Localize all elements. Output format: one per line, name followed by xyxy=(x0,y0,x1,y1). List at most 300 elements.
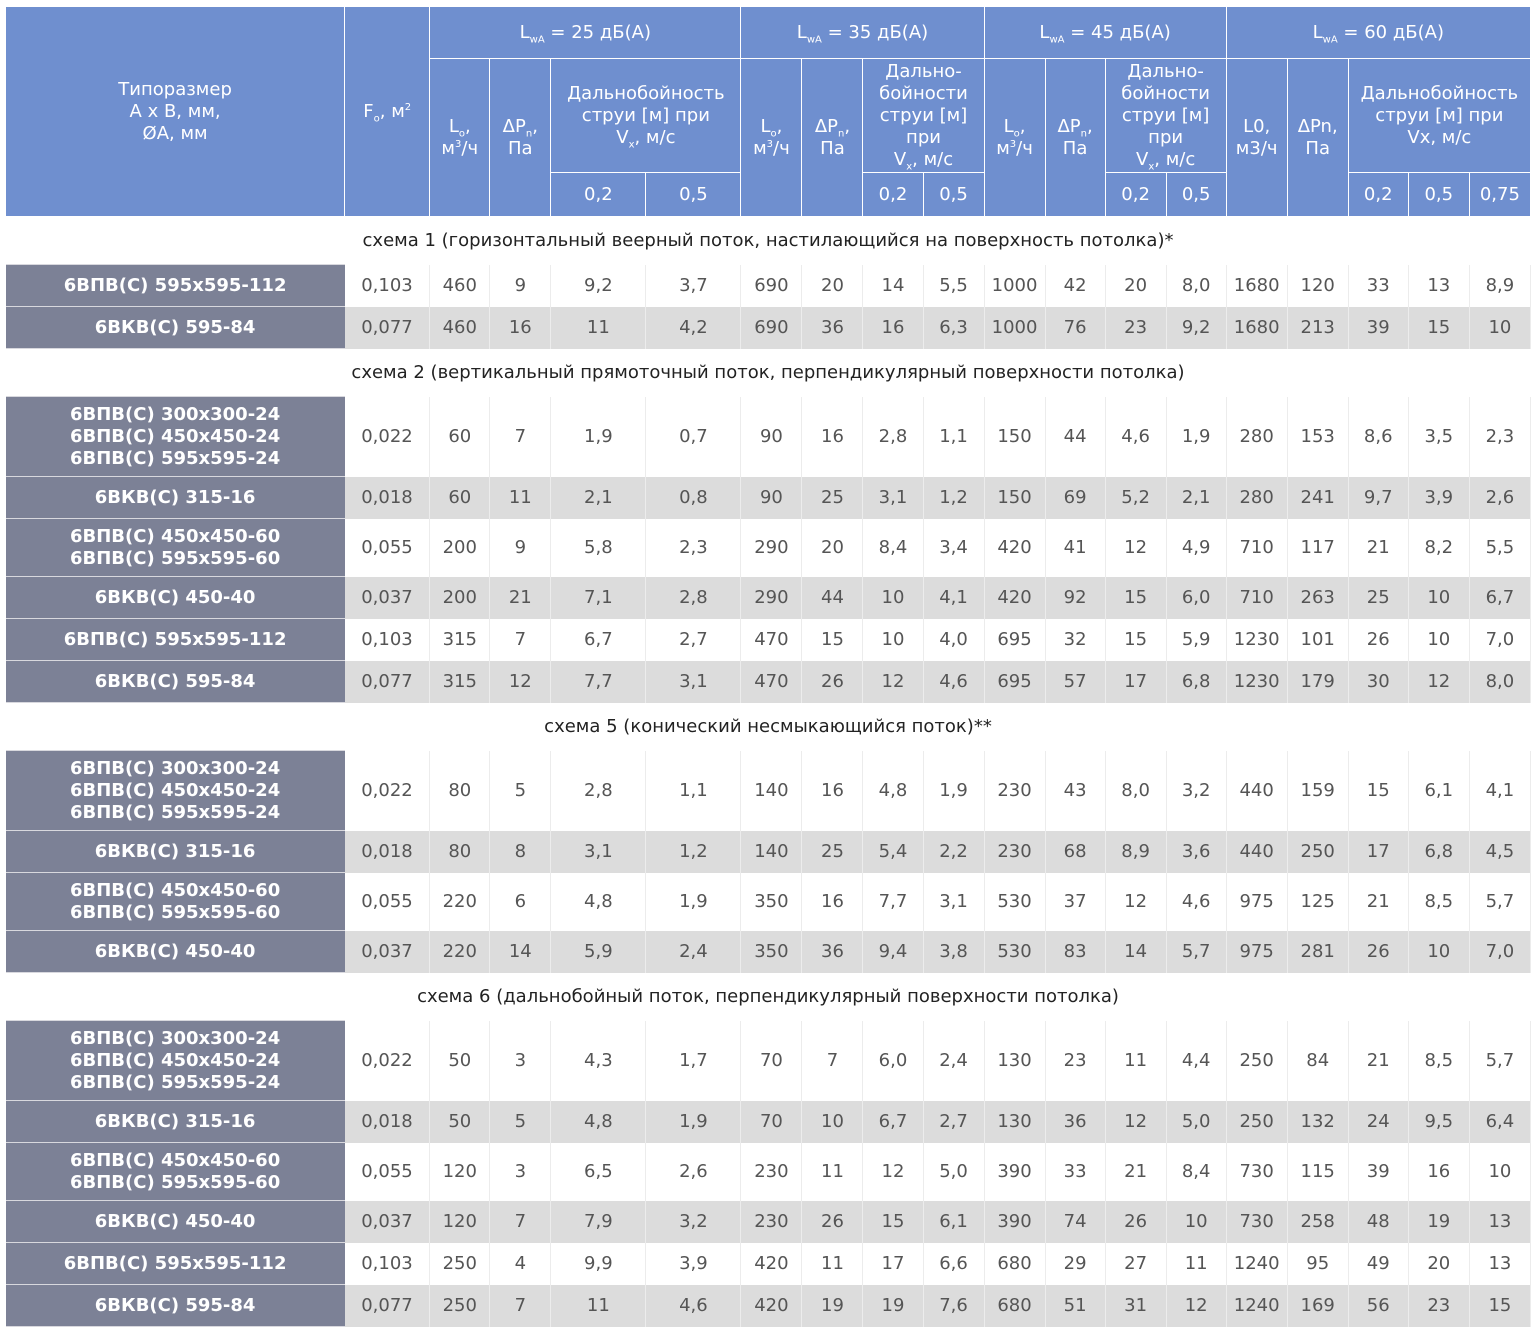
table-cell: 5,5 xyxy=(923,265,984,307)
table-cell: 36 xyxy=(802,307,863,349)
table-cell: 41 xyxy=(1045,519,1105,577)
table-cell: 4,4 xyxy=(1166,1021,1226,1101)
table-cell: 101 xyxy=(1287,619,1348,661)
table-cell: 8,6 xyxy=(1348,397,1408,477)
table-cell: 290 xyxy=(741,577,802,619)
table-cell: 0,055 xyxy=(345,873,430,931)
table-cell: 17 xyxy=(863,1243,923,1285)
table-cell: 6,0 xyxy=(863,1021,923,1101)
table-cell: 80 xyxy=(430,831,490,873)
model-name: 6ВПВ(С) 450x450-60 6ВПВ(С) 595x595-60 xyxy=(6,873,345,931)
table-cell: 19 xyxy=(1408,1201,1469,1243)
table-cell: 169 xyxy=(1287,1285,1348,1327)
table-cell: 70 xyxy=(741,1101,802,1143)
l0-header: $L_o$, $м^3/ч$ xyxy=(430,59,490,217)
table-cell: 14 xyxy=(1105,931,1166,973)
table-cell: 280 xyxy=(1226,397,1287,477)
model-name: 6ВКВ(С) 450-40 xyxy=(6,1201,345,1243)
table-cell: 2,6 xyxy=(1469,477,1530,519)
table-cell: 0,8 xyxy=(646,477,741,519)
table-cell: 140 xyxy=(741,831,802,873)
table-cell: 150 xyxy=(984,477,1045,519)
table-cell: 8,2 xyxy=(1408,519,1469,577)
dpn-header: ΔPn, Па xyxy=(1287,59,1348,217)
table-cell: 7,7 xyxy=(863,873,923,931)
table-cell: 281 xyxy=(1287,931,1348,973)
table-cell: 8,4 xyxy=(1166,1143,1226,1201)
table-cell: 0,022 xyxy=(345,751,430,831)
range-header: Дальнобойность струи [м] при Vx, м/с xyxy=(1348,59,1530,173)
table-cell: 7,6 xyxy=(923,1285,984,1327)
table-cell: 1,9 xyxy=(646,873,741,931)
l0-header: L0, м3/ч xyxy=(1226,59,1287,217)
table-cell: 179 xyxy=(1287,661,1348,703)
table-cell: 470 xyxy=(741,619,802,661)
table-cell: 13 xyxy=(1469,1201,1530,1243)
table-cell: 5,7 xyxy=(1469,1021,1530,1101)
table-cell: 21 xyxy=(1348,873,1408,931)
table-cell: 0,7 xyxy=(646,397,741,477)
table-cell: 6,7 xyxy=(1469,577,1530,619)
table-cell: 3,1 xyxy=(646,661,741,703)
table-cell: 420 xyxy=(984,519,1045,577)
table-cell: 4,1 xyxy=(923,577,984,619)
table-cell: 159 xyxy=(1287,751,1348,831)
table-cell: 8,9 xyxy=(1105,831,1166,873)
table-cell: 57 xyxy=(1045,661,1105,703)
table-cell: 12 xyxy=(1408,661,1469,703)
table-cell: 230 xyxy=(741,1201,802,1243)
table-cell: 250 xyxy=(430,1285,490,1327)
table-row xyxy=(6,873,1531,931)
table-cell: 2,1 xyxy=(1166,477,1226,519)
model-name: 6ВКВ(С) 315-16 xyxy=(6,831,345,873)
model-name: 6ВПВ(С) 300x300-24 6ВПВ(С) 450x450-24 6ВПВ(С) 595x595-24 xyxy=(6,1021,345,1101)
range-header: Дальнобойность струи [м] при $V_x$, м/с xyxy=(551,59,741,173)
table-cell: 8,0 xyxy=(1105,751,1166,831)
table-cell: 74 xyxy=(1045,1201,1105,1243)
table-cell: 12 xyxy=(863,1143,923,1201)
table-cell: 26 xyxy=(1348,619,1408,661)
table-cell: 33 xyxy=(1348,265,1408,307)
table-cell: 21 xyxy=(1105,1143,1166,1201)
table-cell: 11 xyxy=(802,1143,863,1201)
table-cell: 230 xyxy=(984,751,1045,831)
table-cell: 0,037 xyxy=(345,931,430,973)
table-cell: 390 xyxy=(984,1201,1045,1243)
table-cell: 12 xyxy=(863,661,923,703)
table-cell: 4,9 xyxy=(1166,519,1226,577)
table-cell: 13 xyxy=(1469,1243,1530,1285)
table-cell: 0,055 xyxy=(345,519,430,577)
table-cell: 258 xyxy=(1287,1201,1348,1243)
table-cell: 1,1 xyxy=(646,751,741,831)
table-cell: 440 xyxy=(1226,831,1287,873)
table-cell: 37 xyxy=(1045,873,1105,931)
table-cell: 16 xyxy=(490,307,551,349)
table-cell: 12 xyxy=(490,661,551,703)
table-cell: 12 xyxy=(1105,1101,1166,1143)
table-cell: 17 xyxy=(1105,661,1166,703)
table-cell: 710 xyxy=(1226,577,1287,619)
table-row xyxy=(6,1101,1531,1143)
section-title: схема 5 (конический несмыкающийся поток)** xyxy=(6,703,1531,751)
table-cell: 12 xyxy=(1105,519,1166,577)
table-cell: 20 xyxy=(1408,1243,1469,1285)
speed-header: 0,2 xyxy=(863,173,923,217)
table-cell: 730 xyxy=(1226,1143,1287,1201)
table-cell: 0,018 xyxy=(345,1101,430,1143)
model-name: 6ВПВ(С) 300x300-24 6ВПВ(С) 450x450-24 6ВПВ(С) 595x595-24 xyxy=(6,751,345,831)
table-cell: 6,7 xyxy=(863,1101,923,1143)
model-name: 6ВКВ(С) 450-40 xyxy=(6,931,345,973)
table-cell: 3,7 xyxy=(646,265,741,307)
section-title: схема 6 (дальнобойный поток, перпендикулярный поверхности потолка) xyxy=(6,973,1531,1021)
table-cell: 90 xyxy=(741,477,802,519)
table-cell: 10 xyxy=(863,577,923,619)
table-cell: 220 xyxy=(430,931,490,973)
table-cell: 3,2 xyxy=(1166,751,1226,831)
table-cell: 5,2 xyxy=(1105,477,1166,519)
table-cell: 132 xyxy=(1287,1101,1348,1143)
table-cell: 315 xyxy=(430,661,490,703)
table-cell: 1,9 xyxy=(1166,397,1226,477)
table-cell: 31 xyxy=(1105,1285,1166,1327)
group-header-35: $L_{wA} = 35$ дБ(А) xyxy=(741,7,984,59)
table-cell: 9,2 xyxy=(551,265,646,307)
table-row xyxy=(6,519,1531,577)
table-cell: 420 xyxy=(741,1285,802,1327)
model-name: 6ВКВ(С) 315-16 xyxy=(6,1101,345,1143)
table-cell: 6,8 xyxy=(1166,661,1226,703)
table-cell: 4 xyxy=(490,1243,551,1285)
performance-table xyxy=(5,6,1531,1327)
table-cell: 9,2 xyxy=(1166,307,1226,349)
table-cell: 530 xyxy=(984,873,1045,931)
table-cell: 23 xyxy=(1045,1021,1105,1101)
table-cell: 2,4 xyxy=(646,931,741,973)
table-cell: 11 xyxy=(551,1285,646,1327)
table-cell: 80 xyxy=(430,751,490,831)
table-cell: 3 xyxy=(490,1143,551,1201)
table-cell: 21 xyxy=(490,577,551,619)
table-cell: 120 xyxy=(430,1143,490,1201)
table-cell: 130 xyxy=(984,1021,1045,1101)
table-cell: 17 xyxy=(1348,831,1408,873)
table-cell: 6,6 xyxy=(923,1243,984,1285)
table-cell: 7,7 xyxy=(551,661,646,703)
table-cell: 5,7 xyxy=(1469,873,1530,931)
table-cell: 530 xyxy=(984,931,1045,973)
table-cell: 9 xyxy=(490,265,551,307)
model-name: 6ВКВ(С) 595-84 xyxy=(6,661,345,703)
table-cell: 470 xyxy=(741,661,802,703)
group-header-25: $L_{wA} = 25$ дБ(А) xyxy=(430,7,741,59)
table-cell: 120 xyxy=(1287,265,1348,307)
table-cell: 7 xyxy=(802,1021,863,1101)
table-cell: 8,9 xyxy=(1469,265,1530,307)
table-cell: 7,9 xyxy=(551,1201,646,1243)
table-cell: 3,6 xyxy=(1166,831,1226,873)
speed-header: 0,75 xyxy=(1469,173,1530,217)
table-cell: 9,9 xyxy=(551,1243,646,1285)
table-cell: 44 xyxy=(802,577,863,619)
model-name: 6ВКВ(С) 595-84 xyxy=(6,307,345,349)
table-cell: 263 xyxy=(1287,577,1348,619)
table-cell: 50 xyxy=(430,1101,490,1143)
table-cell: 14 xyxy=(490,931,551,973)
table-cell: 11 xyxy=(490,477,551,519)
table-cell: 7 xyxy=(490,619,551,661)
table-cell: 26 xyxy=(802,661,863,703)
table-cell: 1,9 xyxy=(923,751,984,831)
table-cell: 16 xyxy=(1408,1143,1469,1201)
table-cell: 4,2 xyxy=(646,307,741,349)
table-cell: 710 xyxy=(1226,519,1287,577)
table-cell: 0,018 xyxy=(345,477,430,519)
table-cell: 16 xyxy=(802,397,863,477)
table-cell: 15 xyxy=(863,1201,923,1243)
table-cell: 76 xyxy=(1045,307,1105,349)
table-row xyxy=(6,577,1531,619)
table-cell: 10 xyxy=(1469,307,1530,349)
table-row xyxy=(6,1243,1531,1285)
table-cell: 10 xyxy=(1408,619,1469,661)
table-cell: 420 xyxy=(741,1243,802,1285)
speed-header: 0,2 xyxy=(1105,173,1166,217)
table-cell: 11 xyxy=(551,307,646,349)
model-name: 6ВПВ(С) 595x595-112 xyxy=(6,1243,345,1285)
table-cell: 730 xyxy=(1226,1201,1287,1243)
table-cell: 0,022 xyxy=(345,397,430,477)
section-row xyxy=(6,349,1531,397)
table-cell: 2,6 xyxy=(646,1143,741,1201)
table-cell: 4,5 xyxy=(1469,831,1530,873)
table-cell: 150 xyxy=(984,397,1045,477)
table-cell: 50 xyxy=(430,1021,490,1101)
table-cell: 315 xyxy=(430,619,490,661)
speed-header: 0,5 xyxy=(646,173,741,217)
speed-header: 0,2 xyxy=(1348,173,1408,217)
table-cell: 241 xyxy=(1287,477,1348,519)
dpn-header: $\Delta P_n$, Па xyxy=(1045,59,1105,217)
table-cell: 0,077 xyxy=(345,661,430,703)
table-cell: 6,1 xyxy=(923,1201,984,1243)
table-cell: 12 xyxy=(1105,873,1166,931)
table-cell: 10 xyxy=(1469,1143,1530,1201)
table-cell: 4,1 xyxy=(1469,751,1530,831)
table-row xyxy=(6,751,1531,831)
table-row xyxy=(6,397,1531,477)
table-cell: 4,8 xyxy=(863,751,923,831)
table-cell: 25 xyxy=(802,831,863,873)
table-cell: 695 xyxy=(984,619,1045,661)
table-cell: 90 xyxy=(741,397,802,477)
table-cell: 15 xyxy=(1105,619,1166,661)
table-row xyxy=(6,265,1531,307)
table-cell: 6,1 xyxy=(1408,751,1469,831)
table-cell: 250 xyxy=(1226,1021,1287,1101)
l0-header: $L_o$, $м^3/ч$ xyxy=(741,59,802,217)
table-cell: 15 xyxy=(802,619,863,661)
table-cell: 6 xyxy=(490,873,551,931)
table-cell: 9,7 xyxy=(1348,477,1408,519)
table-cell: 14 xyxy=(863,265,923,307)
table-cell: 10 xyxy=(863,619,923,661)
table-cell: 6,0 xyxy=(1166,577,1226,619)
table-cell: 92 xyxy=(1045,577,1105,619)
table-cell: 9,5 xyxy=(1408,1101,1469,1143)
table-cell: 250 xyxy=(430,1243,490,1285)
table-cell: 4,6 xyxy=(1105,397,1166,477)
table-cell: 10 xyxy=(802,1101,863,1143)
size-header: Типоразмер А x В, мм, ØA, мм xyxy=(6,7,345,217)
table-cell: 6,8 xyxy=(1408,831,1469,873)
section-title: схема 1 (горизонтальный веерный поток, настилающийся на поверхность потолка)* xyxy=(6,217,1531,265)
table-cell: 26 xyxy=(1105,1201,1166,1243)
table-cell: 6,5 xyxy=(551,1143,646,1201)
table-row xyxy=(6,1143,1531,1201)
table-cell: 8,4 xyxy=(863,519,923,577)
range-header: Дально- бойности струи [м] при $V_x$, м/с xyxy=(1105,59,1226,173)
table-cell: 7 xyxy=(490,397,551,477)
group-header-60: $L_{wA} = 60$ дБ(А) xyxy=(1226,7,1530,59)
table-cell: 49 xyxy=(1348,1243,1408,1285)
table-cell: 390 xyxy=(984,1143,1045,1201)
table-cell: 0,037 xyxy=(345,1201,430,1243)
area-header: $F_o$, $м^2$ xyxy=(345,7,430,217)
table-cell: 19 xyxy=(863,1285,923,1327)
table-cell: 200 xyxy=(430,577,490,619)
table-cell: 27 xyxy=(1105,1243,1166,1285)
table-cell: 1,7 xyxy=(646,1021,741,1101)
table-cell: 4,8 xyxy=(551,1101,646,1143)
table-cell: 16 xyxy=(863,307,923,349)
table-cell: 48 xyxy=(1348,1201,1408,1243)
table-cell: 1,9 xyxy=(646,1101,741,1143)
table-cell: 6,7 xyxy=(551,619,646,661)
table-cell: 9,4 xyxy=(863,931,923,973)
range-header: Дально- бойности струи [м] при $V_x$, м/с xyxy=(863,59,984,173)
table-cell: 8,5 xyxy=(1408,873,1469,931)
table-cell: 2,8 xyxy=(646,577,741,619)
table-body xyxy=(6,217,1531,1327)
table-cell: 10 xyxy=(1408,931,1469,973)
model-name: 6ВПВ(С) 450x450-60 6ВПВ(С) 595x595-60 xyxy=(6,1143,345,1201)
table-cell: 1000 xyxy=(984,307,1045,349)
table-cell: 3,8 xyxy=(923,931,984,973)
table-cell: 10 xyxy=(1166,1201,1226,1243)
table-row xyxy=(6,831,1531,873)
table-cell: 25 xyxy=(802,477,863,519)
table-cell: 290 xyxy=(741,519,802,577)
table-cell: 11 xyxy=(1166,1243,1226,1285)
table-cell: 7 xyxy=(490,1201,551,1243)
table-cell: 440 xyxy=(1226,751,1287,831)
table-cell: 2,3 xyxy=(1469,397,1530,477)
table-cell: 60 xyxy=(430,477,490,519)
table-cell: 5,5 xyxy=(1469,519,1530,577)
model-name: 6ВКВ(С) 595-84 xyxy=(6,1285,345,1327)
table-cell: 51 xyxy=(1045,1285,1105,1327)
table-row xyxy=(6,1021,1531,1101)
dpn-header: $\Delta P_n$, Па xyxy=(490,59,551,217)
table-cell: 3,9 xyxy=(646,1243,741,1285)
table-cell: 7,1 xyxy=(551,577,646,619)
table-cell: 230 xyxy=(741,1143,802,1201)
table-cell: 23 xyxy=(1105,307,1166,349)
table-cell: 44 xyxy=(1045,397,1105,477)
table-cell: 32 xyxy=(1045,619,1105,661)
table-cell: 117 xyxy=(1287,519,1348,577)
table-cell: 0,103 xyxy=(345,619,430,661)
table-cell: 680 xyxy=(984,1285,1045,1327)
table-cell: 1000 xyxy=(984,265,1045,307)
table-cell: 69 xyxy=(1045,477,1105,519)
table-cell: 36 xyxy=(802,931,863,973)
table-row xyxy=(6,1285,1531,1327)
table-cell: 7,0 xyxy=(1469,619,1530,661)
table-cell: 68 xyxy=(1045,831,1105,873)
table-cell: 19 xyxy=(802,1285,863,1327)
model-name: 6ВПВ(С) 450x450-60 6ВПВ(С) 595x595-60 xyxy=(6,519,345,577)
table-cell: 15 xyxy=(1408,307,1469,349)
table-cell: 1,1 xyxy=(923,397,984,477)
table-cell: 125 xyxy=(1287,873,1348,931)
table-cell: 5 xyxy=(490,751,551,831)
table-cell: 2,2 xyxy=(923,831,984,873)
table-cell: 6,3 xyxy=(923,307,984,349)
table-cell: 220 xyxy=(430,873,490,931)
table-cell: 1,9 xyxy=(551,397,646,477)
table-cell: 230 xyxy=(984,831,1045,873)
table-cell: 25 xyxy=(1348,577,1408,619)
table-cell: 26 xyxy=(802,1201,863,1243)
table-cell: 2,8 xyxy=(863,397,923,477)
table-cell: 1,2 xyxy=(923,477,984,519)
group-header-45: $L_{wA} = 45$ дБ(А) xyxy=(984,7,1226,59)
table-cell: 43 xyxy=(1045,751,1105,831)
table-cell: 1680 xyxy=(1226,307,1287,349)
table-cell: 0,022 xyxy=(345,1021,430,1101)
table-cell: 3,1 xyxy=(923,873,984,931)
table-cell: 4,0 xyxy=(923,619,984,661)
table-cell: 83 xyxy=(1045,931,1105,973)
table-cell: 1240 xyxy=(1226,1285,1287,1327)
section-title: схема 2 (вертикальный прямоточный поток, перпендикулярный поверхности потолка) xyxy=(6,349,1531,397)
table-cell: 9 xyxy=(490,519,551,577)
table-cell: 975 xyxy=(1226,873,1287,931)
table-cell: 975 xyxy=(1226,931,1287,973)
table-cell: 30 xyxy=(1348,661,1408,703)
table-cell: 39 xyxy=(1348,1143,1408,1201)
table-cell: 24 xyxy=(1348,1101,1408,1143)
table-cell: 20 xyxy=(802,265,863,307)
table-cell: 12 xyxy=(1166,1285,1226,1327)
section-row xyxy=(6,973,1531,1021)
speed-header: 0,5 xyxy=(1408,173,1469,217)
table-cell: 3,5 xyxy=(1408,397,1469,477)
table-cell: 84 xyxy=(1287,1021,1348,1101)
table-cell: 16 xyxy=(802,751,863,831)
table-cell: 2,3 xyxy=(646,519,741,577)
table-cell: 95 xyxy=(1287,1243,1348,1285)
table-cell: 1,2 xyxy=(646,831,741,873)
model-name: 6ВПВ(С) 595x595-112 xyxy=(6,265,345,307)
table-cell: 3,9 xyxy=(1408,477,1469,519)
table-cell: 4,3 xyxy=(551,1021,646,1101)
table-cell: 5,0 xyxy=(923,1143,984,1201)
